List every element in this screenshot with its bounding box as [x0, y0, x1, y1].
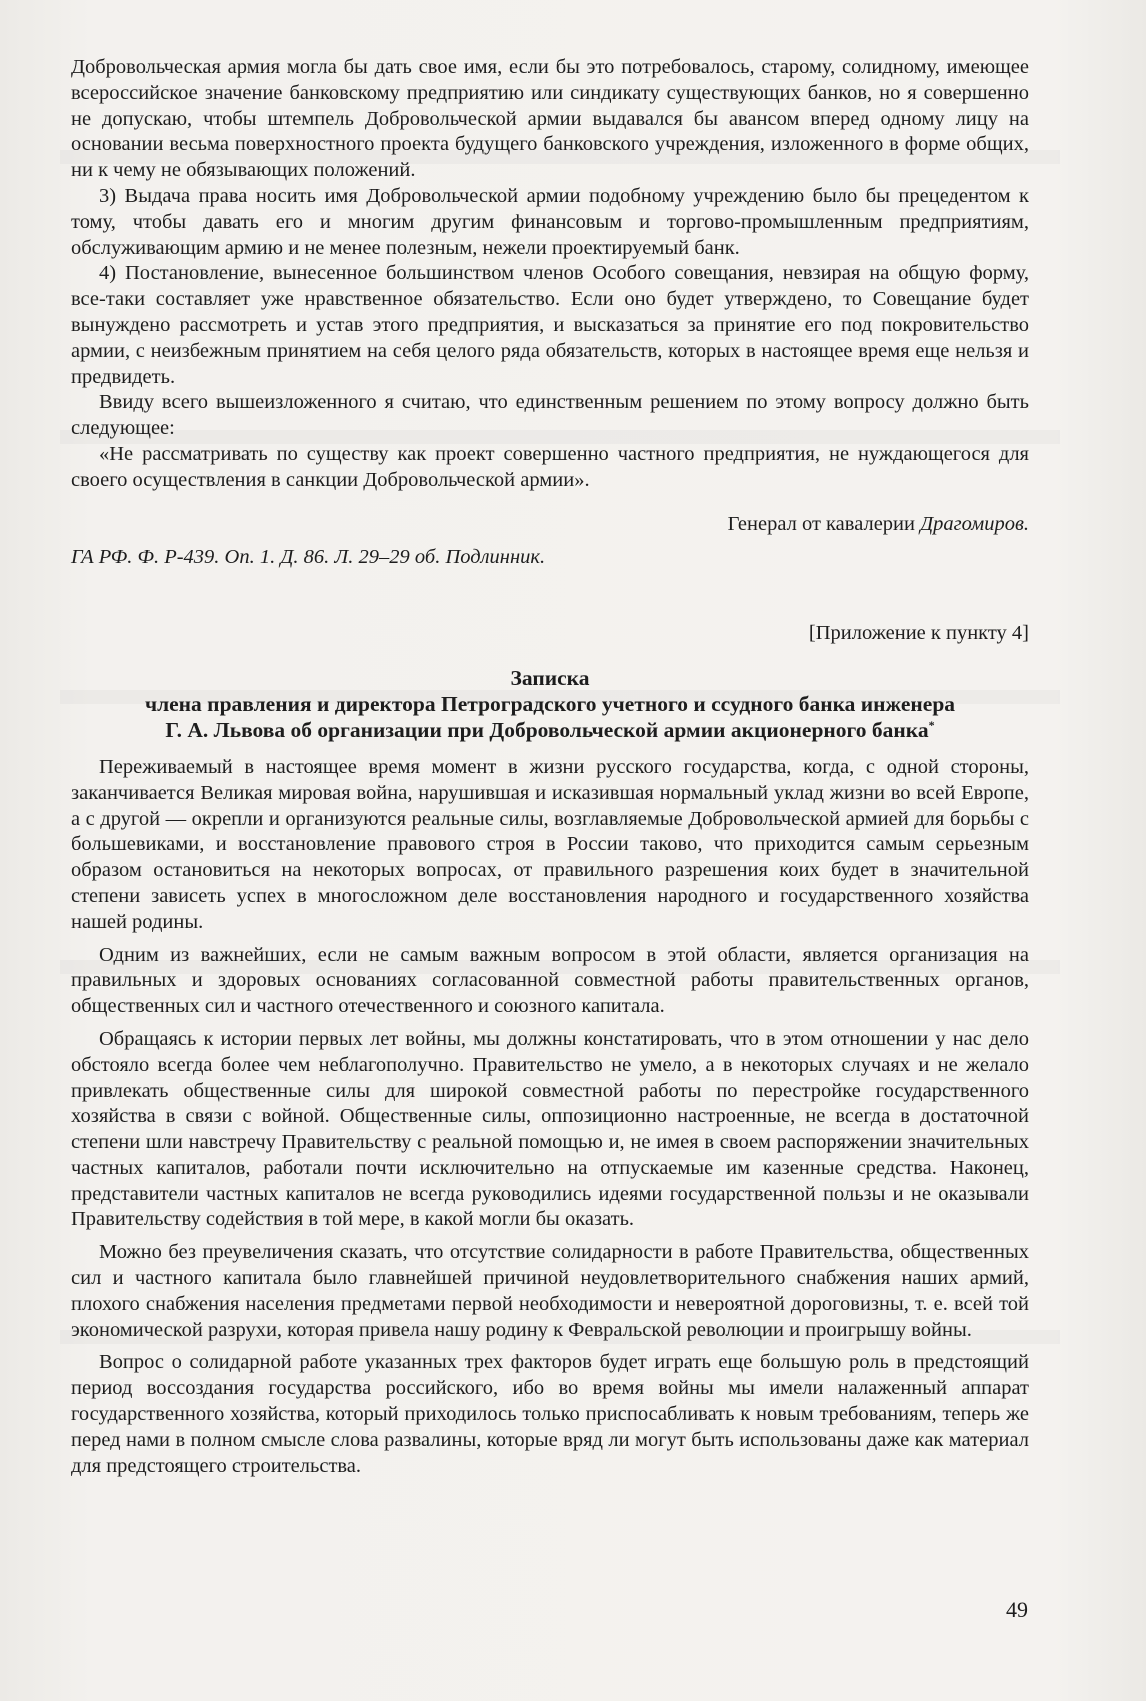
signature-rank: Генерал от кавалерии — [727, 512, 921, 535]
paragraph-conclusion: Ввиду всего вышеизложенного я считаю, что единственным решением по этому вопросу должно быть следующее: — [71, 391, 1029, 440]
paragraph: Можно без преувеличения сказать, что отсутствие солидарности в работе Правительства, общественных сил и частного капитала было главнейшей причиной неудовлетворительного снабжения наших армий, плохого снабжения населения предметами первой необходимости и невероятной дороговизны, т. е. всей той экономической разрухи, которая привела нашу родину к Февральской революции и проигрышу войны. — [71, 1241, 1029, 1341]
archive-source: ГА РФ. Ф. Р-439. Оп. 1. Д. 86. Л. 29–29 об. Подлинник. — [71, 546, 546, 569]
appendix-reference: [Приложение к пункту 4] — [808, 622, 1029, 645]
title-line-1: Записка — [510, 665, 590, 690]
text-column — [71, 55, 1029, 1479]
paragraph-point-3: 3) Выдача права носить имя Добровольческой армии подобному учреждению было бы прецедентом к тому, чтобы давать его и многим другим финансовым и торгово-промышленным предприятиям, обслуживающим армию и не менее полезным, нежели проектируемый банк. — [71, 184, 1029, 259]
paragraph-quote: «Не рассматривать по существу как проект совершенно частного предприятия, не нуждающегося для своего осуществления в санкции Добровольческой армии». — [71, 442, 1029, 491]
paragraph: Одним из важнейших, если не самым важным вопросом в этой области, является организация на правильных и здоровых основаниях согласованной совместной работы правительственных органов, общественных сил и частного отечественного и союзного капитала. — [71, 943, 1029, 1018]
signature — [71, 512, 1029, 538]
footnote-mark: * — [928, 717, 935, 732]
title-line-2: члена правления и директора Петроградского учетного и ссудного банка инженера — [144, 691, 956, 716]
title-line-3-text: Г. А. Львова об организации при Добровольческой армии акционерного банка — [165, 717, 929, 742]
paragraph: Переживаемый в настоящее время момент в жизни русского государства, когда, с одной стороны, заканчивается Великая мировая война, нарушившая и исказившая нормальный уклад жизни во всей Европе, а с другой — окрепли и организуются реальные силы, возглавляемые Добровольческой армией для борьбы с большевиками, и восстановление правового строя в России таково, что приходится самым серьезным образом остановиться на некоторых вопросах, от правильного разрешения коих будет в значительной степени зависеть успех в многосложном деле восстановления народного и государственного хозяйства нашей родины. — [71, 755, 1029, 933]
paragraph: Вопрос о солидарной работе указанных трех факторов будет играть еще большую роль в предстоящий период воссоздания государства российского, ибо во время войны мы имели налаженный аппарат государственного хозяйства, который приходилось только приспосабливать к новым требованиям, теперь же перед нами в полном смысле слова развалины, которые вряд ли могут быть использованы даже как материал для предстоящего строительства. — [71, 1351, 1029, 1477]
title-line-3 — [71, 717, 1029, 743]
signature-name: Драгомиров. — [920, 512, 1029, 535]
document-title — [71, 665, 1029, 743]
paragraph: Обращаясь к истории первых лет войны, мы должны констатировать, что в этом отношении у нас дело обстояло всегда более чем неблагополучно. Правительство не умело, а в некоторых случаях и не желало привлекать общественные силы для широкой совместной работы по перестройке государственного хозяйства в связи с войной. Общественные силы, оппозиционно настроенные, не всегда в достаточной степени шли навстречу Правительству с реальной помощью и, не имея в своем распоряжении значительных частных капиталов, работали почти исключительно на отпускаемые им казенные средства. Наконец, представители частных капиталов не всегда руководились идеями государственной пользы и не оказывали Правительству содействия в той мере, в какой могли бы оказать. — [71, 1027, 1029, 1231]
page-number: 49 — [1006, 1597, 1028, 1622]
paragraph-point-4: 4) Постановление, вынесенное большинством членов Особого совещания, невзирая на общую форму, все-таки составляет уже нравственное обязательство. Если оно будет утверждено, то Совещание будет вынуждено рассмотреть и устав этого предприятия, и высказаться за принятие его под покровительство армии, с неизбежным принятием на себя целого ряда обязательств, которых в настоящее время еще нельзя и предвидеть. — [71, 262, 1029, 388]
paragraph: Добровольческая армия могла бы дать свое имя, если бы это потребовалось, старому, солидному, имеющее всероссийское значение банковскому предприятию или синдикату существующих банков, но я совершенно не допускаю, чтобы штемпель Добровольческой армии выдавался бы авансом вперед одному лицу на основании весьма поверхностного проекта будущего банковского учреждения, изложенного в форме общих, ни к чему не обязывающих положений. — [71, 56, 1029, 182]
